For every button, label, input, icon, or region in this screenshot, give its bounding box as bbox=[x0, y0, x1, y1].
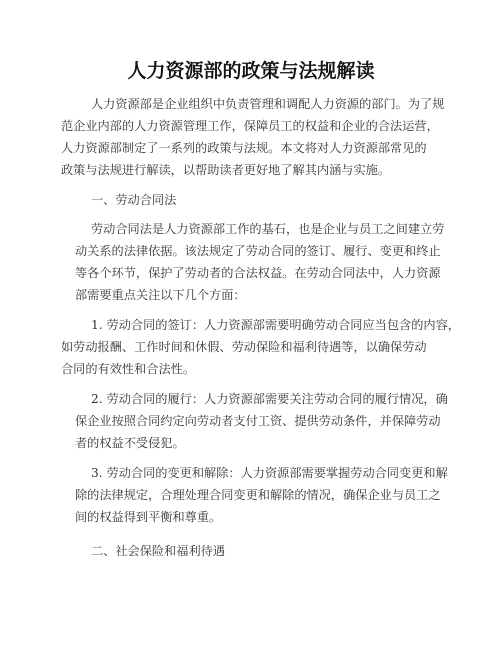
intro-line-2: 范企业内部的人力资源管理工作，保障员工的权益和企业的合法运营， bbox=[61, 119, 439, 133]
section1-line-1: 劳动合同法是人力资源部工作的基石，也是企业与员工之间建立劳 bbox=[91, 222, 445, 236]
intro-line-1: 人力资源部是企业组织中负责管理和调配人力资源的部门。为了规 bbox=[91, 97, 445, 111]
item2-line-2: 保企业按照合同约定向劳动者支付工资、提供劳动条件，并保障劳动 bbox=[75, 414, 441, 428]
section-heading-2: 二、社会保险和福利待遇 bbox=[91, 544, 226, 558]
section1-line-2: 动关系的法律依据。该法规定了劳动合同的签订、履行、变更和终止 bbox=[75, 244, 441, 258]
item2-line-3: 者的权益不受侵犯。 bbox=[75, 436, 185, 450]
item1-line-2: 如劳动报酬、工作时间和休假、劳动保险和福利待遇等，以确保劳动 bbox=[61, 340, 427, 354]
section-heading-1: 一、劳动合同法 bbox=[91, 193, 177, 207]
intro-line-4: 政策与法规进行解读，以帮助读者更好地了解其内涵与实施。 bbox=[61, 163, 391, 177]
intro-line-3: 人力资源部制定了一系列的政策与法规。本文将对人力资源部常见的 bbox=[61, 141, 427, 155]
item2-line-1: 2. 劳动合同的履行：人力资源部需要关注劳动合同的履行情况，确 bbox=[91, 392, 448, 406]
item3-line-3: 间的权益得到平衡和尊重。 bbox=[75, 510, 222, 524]
item3-line-1: 3. 劳动合同的变更和解除：人力资源部需要掌握劳动合同变更和解 bbox=[91, 466, 448, 480]
document-title: 人力资源部的政策与法规解读 bbox=[127, 60, 375, 82]
item3-line-2: 除的法律规定，合理处理合同变更和解除的情况，确保企业与员工之 bbox=[75, 488, 441, 502]
section1-line-3: 等各个环节，保护了劳动者的合法权益。在劳动合同法中，人力资源 bbox=[75, 266, 441, 280]
item1-line-1: 1. 劳动合同的签订：人力资源部需要明确劳动合同应当包含的内容， bbox=[91, 318, 460, 332]
item1-line-3: 合同的有效性和合法性。 bbox=[61, 362, 196, 376]
section1-line-4: 部需要重点关注以下几个方面： bbox=[75, 288, 246, 302]
